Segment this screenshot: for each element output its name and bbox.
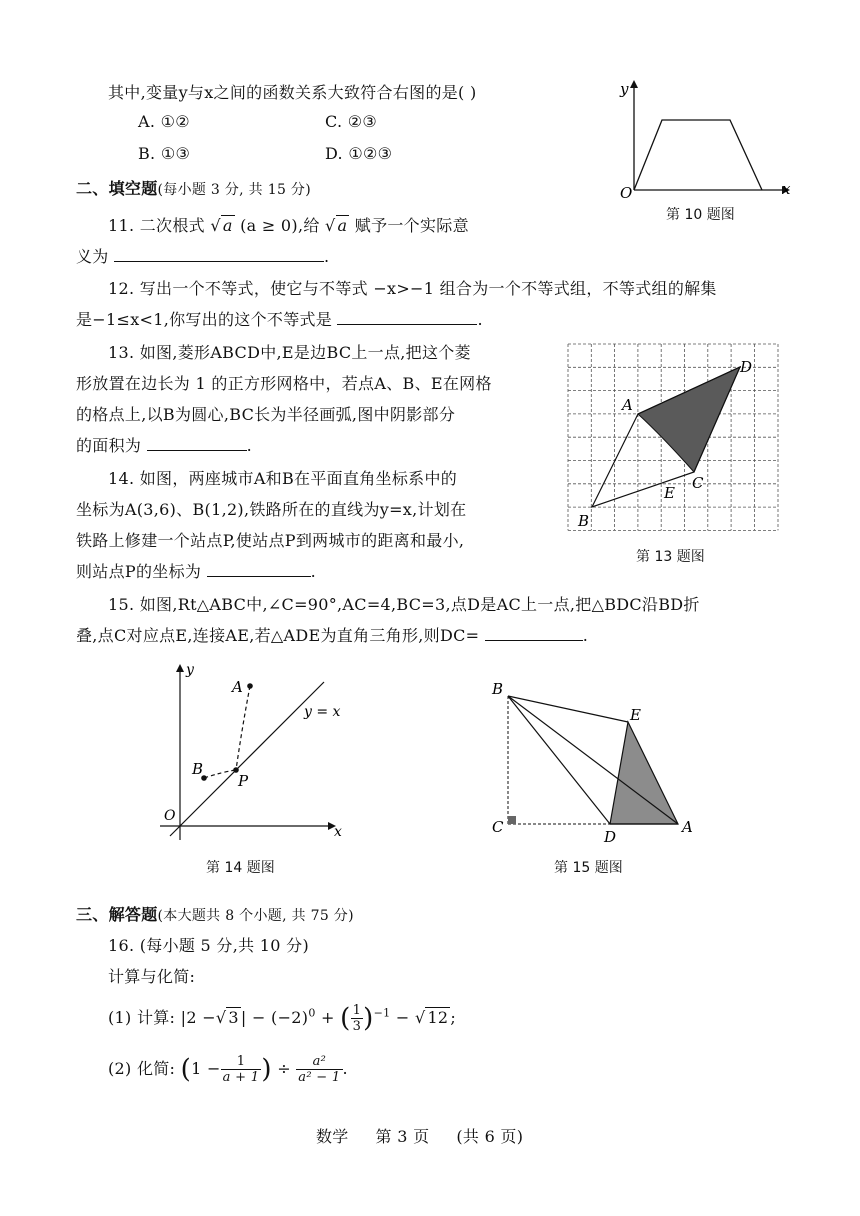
q10-fig-x: x (782, 180, 791, 198)
q13-answer-blank[interactable] (147, 436, 247, 451)
svg-text:A: A (622, 396, 633, 414)
svg-text:A: A (682, 818, 693, 836)
q13-line2: 形放置在边长为 1 的正方形网格中，若点A、B、E在网格 (76, 374, 492, 393)
q13-line4: 的面积为 . (76, 436, 252, 455)
q15-figure (486, 674, 702, 850)
q13-caption: 第 13 题图 (636, 549, 705, 565)
q15-line2: 叠,点C对应点E,连接AE,若△ADE为直角三角形,则DC= . (76, 626, 589, 645)
q15-caption: 第 15 题图 (554, 860, 623, 876)
svg-text:D: D (740, 358, 753, 376)
svg-text:y = x: y = x (304, 704, 341, 720)
svg-text:E: E (664, 484, 675, 502)
q10-fig-y: y (620, 80, 629, 98)
q10-option-c[interactable]: C. ②③ (325, 112, 378, 131)
q10-figure (610, 76, 800, 200)
q14-answer-blank[interactable] (207, 562, 311, 577)
svg-text:x: x (334, 824, 342, 840)
q13-figure (560, 336, 786, 538)
svg-text:y: y (186, 662, 194, 678)
q14-line1: 14. 如图，两座城市A和B在平面直角坐标系中的 (108, 469, 458, 488)
footer (316, 1124, 523, 1147)
svg-text:O: O (164, 808, 176, 824)
q16-head: 16. (每小题 5 分,共 10 分) (108, 936, 309, 955)
svg-text:P: P (238, 772, 249, 790)
q13-line1: 13. 如图,菱形ABCD中,E是边BC上一点,把这个菱 (108, 343, 471, 362)
footer-subject: 数学 (316, 1127, 349, 1146)
q10-option-b[interactable]: B. ①③ (138, 144, 191, 163)
footer-page: 第 3 页 (375, 1127, 430, 1146)
sqrt-icon: √ (210, 216, 221, 235)
svg-text:A: A (232, 678, 243, 696)
q16-part1: (1) 计算: |2 −√ 3 | − $(-2)^0$ + ( $\frac{1}{3}$ )$^{-1}$ − √ 12 ; (108, 1003, 457, 1034)
q10-option-a[interactable]: A. ①② (138, 112, 190, 131)
q10-caption: 第 10 题图 (666, 207, 735, 223)
q10-option-d[interactable]: D. ①②③ (325, 144, 393, 163)
q13-line3: 的格点上,以B为圆心,BC长为半径画弧,图中阴影部分 (76, 405, 456, 424)
svg-text:B: B (192, 760, 204, 778)
section2-heading: 二、填空题(每小题 3 分, 共 15 分) (76, 179, 311, 198)
q14-line2: 坐标为A(3,6)、B(1,2),铁路所在的直线为y=x,计划在 (76, 500, 467, 519)
svg-text:E: E (630, 706, 641, 724)
q16-part2: (2) 化简: (1 − $\frac{1}{a + 1}$ ) ÷ $\frac{\text{a²}}{\text{a² − 1}}$ . (108, 1054, 348, 1085)
q12-line2: 是−1≤x<1,你写出的这个不等式是 . (76, 310, 483, 329)
q11-line2: 义为 . (76, 247, 330, 266)
svg-text:D: D (604, 828, 617, 846)
q11-answer-blank[interactable] (114, 247, 324, 262)
q15-line1: 15. 如图,Rt△ABC中,∠C=90°,AC=4,BC=3,点D是AC上一点,把△BDC沿BD折 (108, 595, 700, 614)
q10-fig-origin: O (620, 184, 633, 200)
q11-line1: 11. 二次根式 √ a (a ≥ 0),给 √ a 赋予一个实际意 (108, 216, 469, 235)
svg-text:C: C (692, 474, 704, 492)
q16-intro: 计算与化简: (108, 967, 196, 986)
q14-line4: 则站点P的坐标为 . (76, 562, 316, 581)
footer-total: (共 6 页) (456, 1127, 524, 1146)
svg-text:B: B (578, 512, 590, 530)
q12-answer-blank[interactable] (337, 310, 477, 325)
svg-text:B: B (492, 680, 504, 698)
q12-line1: 12. 写出一个不等式，使它与不等式 −x>−1 组合为一个不等式组，不等式组的解集 (108, 279, 717, 298)
q10-stem: 其中,变量y与x之间的函数关系大致符合右图的是( ) (108, 83, 477, 102)
q14-figure (156, 660, 356, 846)
section3-heading: 三、解答题(本大题共 8 个小题, 共 75 分) (76, 905, 354, 924)
q14-line3: 铁路上修建一个站点P,使站点P到两城市的距离和最小, (76, 531, 465, 550)
q14-caption: 第 14 题图 (206, 860, 275, 876)
q15-answer-blank[interactable] (485, 626, 583, 641)
svg-text:C: C (492, 818, 504, 836)
